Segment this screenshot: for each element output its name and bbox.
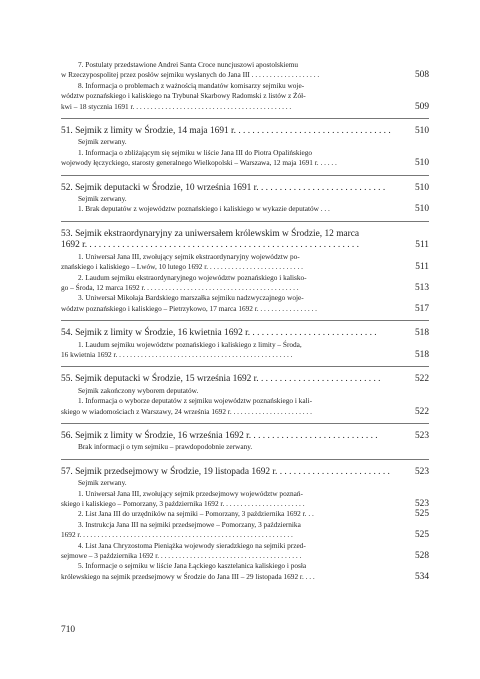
toc-section xyxy=(61,374,429,417)
entry-line: Brak informacji o tym sejmiku – prawdopodobnie zerwany. xyxy=(78,442,253,452)
page-ref: 518 xyxy=(414,349,429,360)
section-divider xyxy=(61,118,429,119)
section-divider xyxy=(61,423,429,424)
entry-line: skiego i kaliskiego – Pomorzany, 3 października 1692 r. . . . . . . . . . . . . . . . . . . . . . . xyxy=(61,499,305,508)
entry-line: 52. Sejmik deputacki w Środzie, 10 września 1691 r. . . . . . . . . . . . . . . . . . . . . . . . . . . . xyxy=(61,182,386,193)
entry-line: 1. Laudum sejmiku województw poznańskiego i kaliskiego z limity – Środa, xyxy=(78,339,302,349)
page-ref: 523 xyxy=(414,499,429,509)
entry-line: go – Środa, 12 marca 1692 r. . . . . . . . . . . . . . . . . . . . . . . . . . . . . . . . . . . . . . . . . . . xyxy=(61,282,299,292)
toc-section xyxy=(61,183,429,215)
entry-line: 5. Informacje o sejmiku w liście Jana Łąckiego kasztelanica kaliskiego i posła xyxy=(78,561,307,571)
page-ref: 518 xyxy=(414,328,429,339)
entry-line: wojewody łęczyckiego, starosty generalnego Wielkopolski – Warszawa, 12 maja 1691 r. . . . . . xyxy=(61,158,337,168)
page-ref: 510 xyxy=(414,182,429,193)
toc-heading xyxy=(61,126,429,137)
toc-subentry xyxy=(61,340,429,361)
toc-subentry xyxy=(61,204,429,214)
page-ref: 522 xyxy=(414,374,429,385)
section-divider xyxy=(61,175,429,176)
entry-line: 53. Sejmik ekstraordynaryjny za uniwersałem królewskim w Środzie, 12 marca xyxy=(61,228,360,239)
section-divider xyxy=(61,221,429,222)
toc-note xyxy=(61,386,429,396)
entry-line: 8. Informacja o problemach z ważnością mandatów komisarzy sejmiku woje- xyxy=(78,80,305,90)
page-ref: 522 xyxy=(414,406,429,417)
page-ref: 510 xyxy=(414,204,429,215)
entry-line: wództw poznańskiego i kaliskiego – Pietrzykowo, 17 marca 1692 r. . . . . . . . . . . . . . . . . xyxy=(61,303,317,313)
toc-subentry xyxy=(61,396,429,417)
toc-subentry xyxy=(61,541,429,562)
entry-line: Sejmik zerwany. xyxy=(78,478,127,488)
toc-heading xyxy=(61,374,429,385)
page-ref: 534 xyxy=(414,571,429,582)
toc-subentry xyxy=(61,81,429,112)
toc-subentry xyxy=(61,252,429,273)
entry-line: w Rzeczypospolitej przez posłów sejmiku wysłanych do Jana III . . . . . . . . . . . . . . . . . . . xyxy=(61,70,320,80)
page-ref: 509 xyxy=(414,101,429,112)
entry-text xyxy=(61,60,429,81)
entry-line: 1. Informacja o wyborze deputatów z sejmiku województw poznańskiego i kali- xyxy=(78,396,313,406)
entry-text xyxy=(61,81,429,112)
toc-heading xyxy=(61,431,429,442)
entry-line: skiego w wiadomościach z Warszawy, 24 września 1692 r. . . . . . . . . . . . . . . . . . . . . . . xyxy=(61,406,312,416)
entry-text xyxy=(61,396,429,417)
entry-line: 51. Sejmik z limity w Środzie, 14 maja 1691 r. . . . . . . . . . . . . . . . . . . . . . . . . . . . . . . . . . xyxy=(61,126,391,137)
entry-line: 57. Sejmik przedsejmowy w Środzie, 19 listopada 1692 r. . . . . . . . . . . . . . . . . . . . . . . . . xyxy=(61,466,390,477)
toc-section xyxy=(61,431,429,453)
page-ref: 511 xyxy=(415,262,429,273)
entry-line: 1692 r. . . . . . . . . . . . . . . . . . . . . . . . . . . . . . . . . . . . . . . . . . . . . . . . . . . . . . . . . . . xyxy=(61,530,293,540)
page-ref: 510 xyxy=(414,158,429,169)
entry-line: wództw poznańskiego i kaliskiego na Trybunał Skarbowy Radomski z listów z Żół- xyxy=(61,91,306,101)
toc-heading xyxy=(61,229,429,252)
entry-line: 3. Instrukcja Jana III na sejmiki przedsejmowe – Pomorzany, 3 października xyxy=(78,519,301,529)
entry-line: znańskiego i kaliskiego – Lwów, 10 lutego 1692 r. . . . . . . . . . . . . . . . . . . . . . . . . . . xyxy=(61,262,303,272)
entry-text xyxy=(61,561,429,582)
entry-line: sejmowe – 3 października 1692 r. . . . . . . . . . . . . . . . . . . . . . . . . . . . . . . . . . . . . . . . xyxy=(61,551,302,561)
entry-text xyxy=(61,467,429,478)
toc-subentry xyxy=(61,293,429,314)
entry-line: 3. Uniwersał Mikołaja Bardskiego marszałka sejmiku nadzwyczajnego woje- xyxy=(78,293,304,303)
toc-subentry xyxy=(61,520,429,541)
entry-text xyxy=(61,374,429,385)
toc-subentry xyxy=(61,561,429,582)
toc-subentry xyxy=(61,148,429,169)
entry-text xyxy=(61,194,429,204)
toc-section xyxy=(61,328,429,360)
table-of-contents xyxy=(61,60,429,582)
page-ref: 523 xyxy=(414,430,429,441)
toc-note xyxy=(61,194,429,204)
toc-section xyxy=(61,60,429,112)
entry-line: 54. Sejmik z limity w Środzie, 16 kwietnia 1692 r. . . . . . . . . . . . . . . . . . . . . . . . . . . . xyxy=(61,328,377,339)
entry-text xyxy=(61,431,429,442)
toc-heading xyxy=(61,328,429,339)
page-ref: 528 xyxy=(414,551,429,562)
entry-text xyxy=(61,183,429,194)
entry-text xyxy=(61,541,429,562)
entry-line: kwi – 18 stycznia 1691 r. . . . . . . . . . . . . . . . . . . . . . . . . . . . . . . . . . . . . . . . . . . . xyxy=(61,101,292,111)
entry-line: 55. Sejmik deputacki w Środzie, 15 września 1692 r. . . . . . . . . . . . . . . . . . . . . . . . . . . xyxy=(61,374,381,385)
entry-text xyxy=(61,478,429,488)
entry-text xyxy=(61,489,429,510)
toc-heading xyxy=(61,467,429,478)
entry-text xyxy=(61,442,429,452)
page-ref: 508 xyxy=(414,70,429,81)
entry-text xyxy=(61,273,429,294)
entry-line: 1692 r. . . . . . . . . . . . . . . . . . . . . . . . . . . . . . . . . . . . . . . . . . . . . . . . . . . . . . . . . . . xyxy=(61,240,359,251)
toc-section xyxy=(61,126,429,169)
section-divider xyxy=(61,320,429,321)
toc-note xyxy=(61,442,429,452)
entry-line: 2. Laudum sejmiku ekstraordynaryjnego województw poznańskiego i kalisko- xyxy=(78,272,307,282)
entry-line: 1. Uniwersał Jana III, zwołujący sejmik ekstraordynaryjny województw po- xyxy=(78,251,300,261)
toc-note xyxy=(61,137,429,147)
entry-line: Sejmik zerwany. xyxy=(78,194,127,204)
entry-text xyxy=(61,328,429,339)
entry-text xyxy=(61,126,429,137)
entry-text xyxy=(61,148,429,169)
toc-subentry xyxy=(61,509,429,519)
entry-text xyxy=(61,137,429,147)
entry-line: Sejmik zakończony wyborem deputatów. xyxy=(78,385,199,395)
page-ref: 525 xyxy=(414,530,429,541)
entry-text xyxy=(61,252,429,273)
section-divider xyxy=(61,366,429,367)
page-ref: 523 xyxy=(414,466,429,477)
page-ref: 525 xyxy=(414,509,429,520)
toc-section xyxy=(61,467,429,582)
toc-note xyxy=(61,478,429,488)
entry-text xyxy=(61,340,429,361)
page-ref: 517 xyxy=(414,303,429,314)
entry-line: 56. Sejmik z limity w Środzie, 16 września 1692 r. . . . . . . . . . . . . . . . . . . . . . . . . . . . xyxy=(61,430,378,441)
page-ref: 510 xyxy=(414,126,429,137)
entry-text xyxy=(61,204,429,214)
entry-line: 4. List Jana Chryzostoma Pieniążka wojewody sieradzkiego na sejmiki przed- xyxy=(78,540,306,550)
entry-line: królewskiego na sejmik przedsejmowy w Środzie do Jana III – 29 listopada 1692 r. . . . xyxy=(61,571,315,581)
entry-text xyxy=(61,386,429,396)
toc-section xyxy=(61,229,429,314)
entry-line: 1. Uniwersał Jana III, zwołujący sejmik przedsejmowy województw poznań- xyxy=(78,488,303,498)
entry-line: 2. List Jana III do urzędników na sejmiki – Pomorzany, 3 października 1692 r. . . xyxy=(78,509,314,519)
page-ref: 513 xyxy=(414,282,429,293)
entry-text xyxy=(61,509,429,519)
entry-line: 1. Informacja o zbliżającym się sejmiku w liście Jana III do Piotra Opalińskiego xyxy=(78,147,313,157)
section-divider xyxy=(61,459,429,460)
entry-text xyxy=(61,520,429,541)
page-ref: 511 xyxy=(415,240,429,251)
entry-text xyxy=(61,229,429,252)
entry-line: Sejmik zerwany. xyxy=(78,137,127,147)
entry-line: 1. Brak deputatów z województw poznańskiego i kaliskiego w wykazie deputatów . . . xyxy=(78,204,330,214)
entry-line: 16 kwietnia 1692 r. . . . . . . . . . . . . . . . . . . . . . . . . . . . . . . . . . . . . . . . . . . . . . . . . xyxy=(61,349,293,359)
toc-subentry xyxy=(61,273,429,294)
toc-subentry xyxy=(61,489,429,510)
entry-line: 7. Postulaty przedstawione Andrei Santa Croce nuncjuszowi apostolskiemu xyxy=(78,60,299,69)
toc-heading xyxy=(61,183,429,194)
toc-subentry xyxy=(61,60,429,81)
page-number: 710 xyxy=(61,625,76,635)
entry-text xyxy=(61,293,429,314)
